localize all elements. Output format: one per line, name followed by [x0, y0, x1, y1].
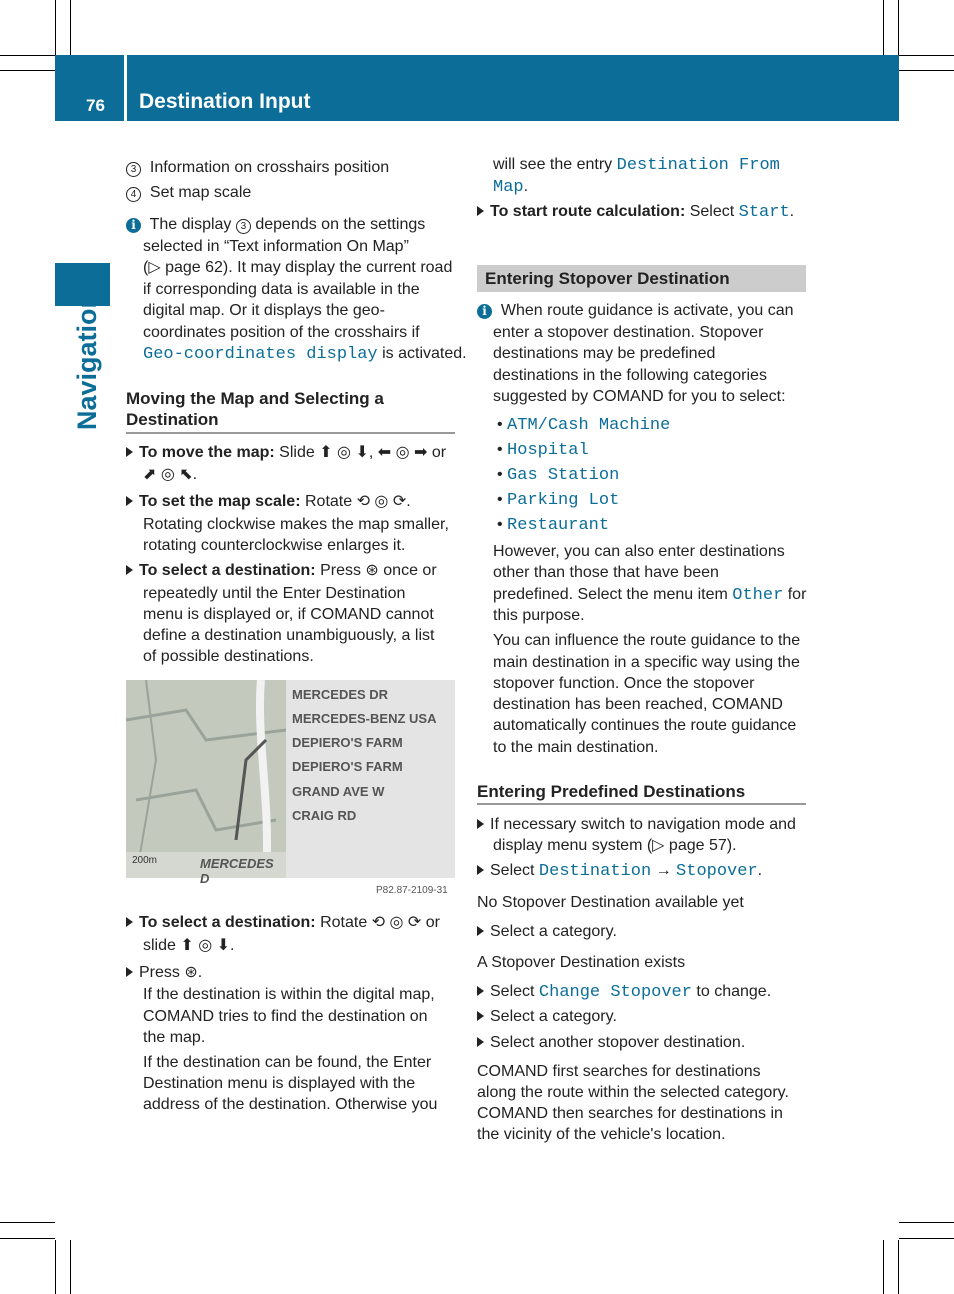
- crop-mark: [883, 0, 884, 55]
- change-stopover-menu-item: Change Stopover: [538, 983, 692, 1002]
- step-arrow-icon: [126, 917, 133, 927]
- legend-item-4: 4 Set map scale: [126, 182, 251, 204]
- step-line: If the destination is within the digital map,: [143, 986, 435, 1003]
- body-line: COMAND first searches for destinations: [477, 1063, 761, 1080]
- heading-rule: [126, 432, 455, 434]
- step-line: rotating counterclockwise enlarges it.: [143, 537, 406, 554]
- destination-list: [286, 680, 455, 878]
- crop-mark: [0, 1238, 55, 1239]
- info-line: coordinates position of the crosshairs if: [143, 324, 420, 341]
- step-line: Rotating clockwise makes the map smaller,: [143, 516, 449, 533]
- step-arrow-icon: [477, 865, 484, 875]
- section-heading: Destination: [126, 410, 219, 429]
- info-line: selected in “Text information On Map”: [143, 238, 409, 255]
- destination-list-item: MERCEDES DR: [292, 687, 389, 702]
- other-menu-item: Other: [732, 586, 784, 605]
- crop-mark: [0, 70, 55, 71]
- category-item: • Hospital: [497, 441, 589, 460]
- info-line: Geo-coordinates display is activated.: [143, 345, 467, 364]
- step-arrow-icon: [126, 967, 133, 977]
- map-scale: 200m: [132, 855, 158, 866]
- continued-text: Map.: [493, 178, 529, 197]
- step-line: slide ⬆ ◎ ⬇.: [143, 937, 235, 954]
- legend-item-3: 3 Information on crosshairs position: [126, 157, 389, 179]
- info-line: destinations in the following categories: [493, 367, 767, 384]
- step-select-category: Select a category.: [477, 921, 617, 943]
- step-start-route: To start route calculation: Select Start.: [477, 201, 794, 224]
- body-line: However, you can also enter destinations: [493, 543, 785, 560]
- step-line: display menu system (▷ page 57).: [493, 837, 737, 854]
- heading-rule: [477, 803, 806, 805]
- crop-mark: [70, 0, 71, 55]
- crop-mark: [898, 0, 899, 55]
- body-line: predefined. Select the menu item Other for: [493, 586, 807, 605]
- section-heading: Moving the Map and Selecting a: [126, 389, 384, 408]
- section-heading: Entering Stopover Destination: [485, 269, 730, 288]
- step-move-map: To move the map: Slide ⬆ ◎ ⬇, ⬅ ◎ ➡ or: [126, 442, 446, 464]
- body-line: along the route within the selected category.: [477, 1084, 789, 1101]
- info-line: (▷ page 62). It may display the current road: [143, 259, 453, 276]
- step-line: of possible destinations.: [143, 648, 314, 665]
- number-4-icon: 4: [126, 187, 141, 202]
- start-menu-item: Start: [738, 203, 790, 222]
- crop-mark: [899, 70, 954, 71]
- map-screenshot: [126, 680, 455, 886]
- step-arrow-icon: [477, 819, 484, 829]
- category-item: • ATM/Cash Machine: [497, 416, 671, 435]
- body-line: automatically continues the route guidance: [493, 717, 797, 734]
- step-arrow-icon: [477, 1011, 484, 1021]
- category-item: • Parking Lot: [497, 491, 620, 510]
- crop-mark: [0, 55, 55, 56]
- destination-menu-item: Destination: [538, 862, 652, 881]
- body-line: COMAND then searches for destinations in: [477, 1105, 783, 1122]
- destination-list-item: CRAIG RD: [292, 808, 357, 823]
- step-arrow-icon: [126, 565, 133, 575]
- body-line: No Stopover Destination available yet: [477, 894, 744, 911]
- category-item: • Restaurant: [497, 516, 610, 535]
- crop-mark: [898, 1240, 899, 1294]
- info-line: digital map. Or it displays the geo-: [143, 302, 385, 319]
- crop-mark: [899, 1222, 954, 1223]
- info-line: suggested by COMAND for you to select:: [493, 388, 786, 405]
- step-arrow-icon: [477, 1037, 484, 1047]
- step-map-scale: To set the map scale: Rotate ⟲ ◎ ⟳.: [126, 491, 411, 513]
- geo-coordinates-menu-item: Geo-coordinates display: [143, 345, 378, 364]
- destination-list-item: DEPIERO'S FARM: [292, 759, 403, 774]
- step-select-destination: To select a destination: Press ⊛ once or: [126, 560, 437, 582]
- info-icon: i: [126, 218, 141, 233]
- header-divider: [124, 55, 127, 121]
- info-line: destinations may be predefined: [493, 345, 716, 362]
- step-select-destination-2: To select a destination: Rotate ⟲ ◎ ⟳ or: [126, 912, 440, 934]
- number-3-icon: 3: [236, 219, 251, 234]
- crop-mark: [899, 1238, 954, 1239]
- destination-from-map-menu-item: Destination From: [616, 156, 780, 175]
- body-line: main destination in a specific way using the: [493, 654, 800, 671]
- body-line: to the main destination.: [493, 739, 659, 756]
- step-line: ⬈ ◎ ⬉.: [143, 466, 198, 483]
- destination-list-item: GRAND AVE W: [292, 784, 385, 799]
- continued-text: will see the entry Destination From: [493, 156, 780, 175]
- info-line: enter a stopover destination. Stopover: [493, 324, 764, 341]
- step-line: repeatedly until the Enter Destination: [143, 585, 406, 602]
- body-line: the vicinity of the vehicle's location.: [477, 1126, 726, 1143]
- info-icon: i: [477, 304, 492, 319]
- step-line: define a destination unambiguously, a list: [143, 627, 435, 644]
- body-line: destination has been reached, COMAND: [493, 696, 783, 713]
- step-line: the map.: [143, 1029, 206, 1046]
- info-line: if corresponding data is available in the: [143, 281, 420, 298]
- step-line: If the destination can be found, the Enter: [143, 1054, 432, 1071]
- crop-mark: [883, 1240, 884, 1294]
- number-3-icon: 3: [126, 162, 141, 177]
- category-item: • Gas Station: [497, 466, 620, 485]
- step-press: Press ⊛.: [126, 962, 202, 984]
- body-line: stopover function. Once the stopover: [493, 675, 755, 692]
- step-arrow-icon: [126, 447, 133, 457]
- info-note: i The display 3 depends on the settings: [126, 214, 425, 236]
- destination-list-item: MERCEDES-BENZ USA: [292, 711, 437, 726]
- step-select-stopover: Select Destination → Stopover.: [477, 860, 762, 883]
- side-tab-label: Navigation: [72, 291, 102, 430]
- body-line: You can influence the route guidance to the: [493, 632, 801, 649]
- page-number: 76: [86, 96, 105, 115]
- step-arrow-icon: [477, 926, 484, 936]
- body-line: this purpose.: [493, 607, 585, 624]
- crop-mark: [55, 0, 56, 55]
- crop-mark: [0, 1222, 55, 1223]
- section-heading: Entering Predefined Destinations: [477, 782, 746, 801]
- destination-list-item: DEPIERO'S FARM: [292, 735, 403, 750]
- step-arrow-icon: [477, 206, 484, 216]
- body-line: other than those that have been: [493, 564, 719, 581]
- map-roads: [126, 680, 286, 878]
- step-select-category: Select a category.: [477, 1006, 617, 1028]
- map-street-name: MERCEDES D: [200, 856, 274, 886]
- step-switch-nav: If necessary switch to navigation mode and: [477, 814, 796, 836]
- step-line: COMAND tries to find the destination on: [143, 1008, 428, 1025]
- step-line: Destination menu is displayed with the: [143, 1075, 416, 1092]
- map-area: [126, 680, 286, 886]
- step-arrow-icon: [477, 986, 484, 996]
- step-line: menu is displayed or, if COMAND cannot: [143, 606, 434, 623]
- info-note: i When route guidance is activate, you can: [477, 300, 794, 322]
- crop-mark: [899, 55, 954, 56]
- step-change-stopover: Select Change Stopover to change.: [477, 981, 771, 1004]
- crop-mark: [70, 1240, 71, 1294]
- figure-caption: P82.87-2109-31: [376, 885, 448, 896]
- step-select-another: Select another stopover destination.: [477, 1032, 745, 1054]
- page-title: Destination Input: [139, 90, 311, 113]
- stopover-menu-item: Stopover: [676, 862, 758, 881]
- crop-mark: [55, 1240, 56, 1294]
- body-line: A Stopover Destination exists: [477, 954, 686, 971]
- step-arrow-icon: [126, 496, 133, 506]
- step-line: address of the destination. Otherwise you: [143, 1096, 438, 1113]
